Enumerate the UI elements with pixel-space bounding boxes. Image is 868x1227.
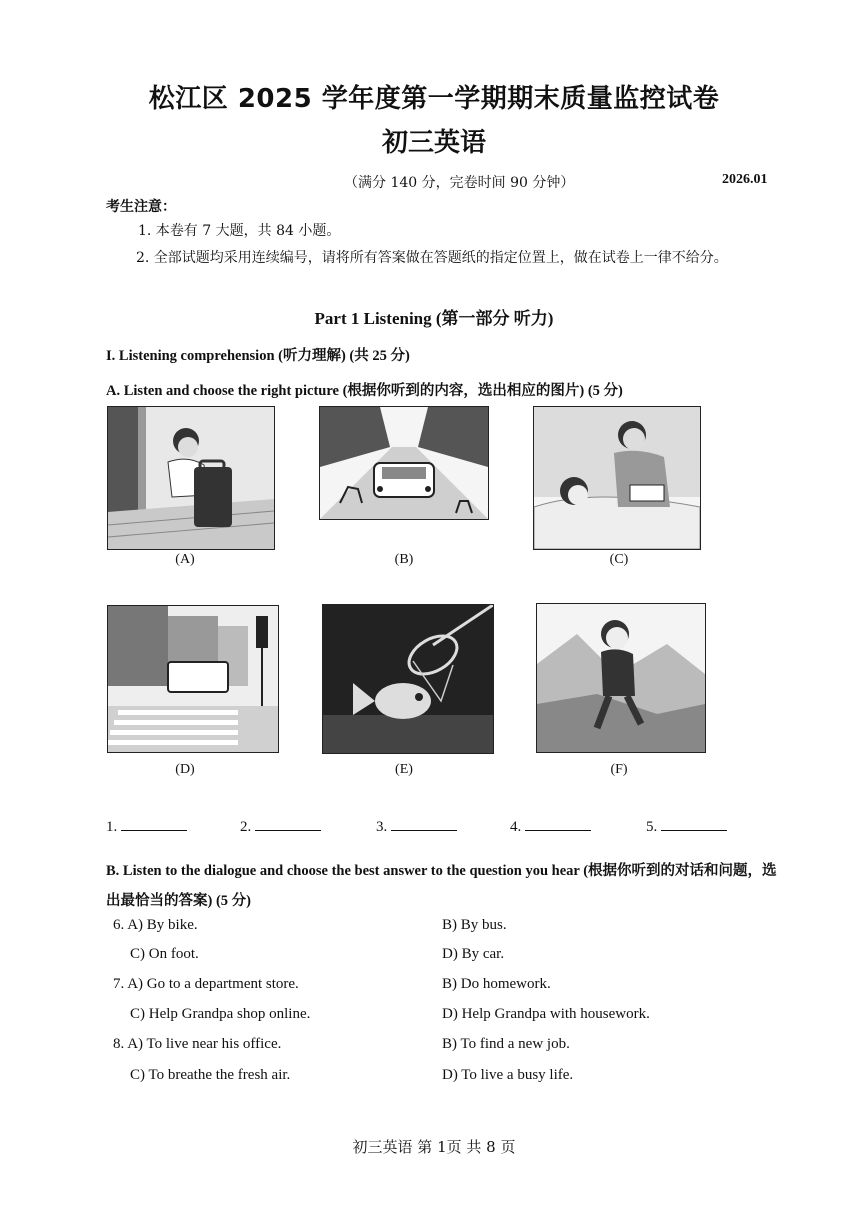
option-text: A) To live near his office.: [127, 1036, 282, 1052]
question-6-option-c: C) On foot.: [130, 946, 199, 962]
notice-item-1: 1. 本卷有 7 大题，共 84 小题。: [138, 223, 341, 239]
answer-blank-5[interactable]: [646, 816, 727, 836]
question-8-option-d: D) To live a busy life.: [442, 1067, 574, 1083]
boy-hiking-icon: [536, 603, 706, 753]
notice-title: 考生注意：: [106, 199, 176, 215]
question-number: 6.: [113, 917, 125, 933]
question-number: 8.: [113, 1036, 125, 1052]
answer-blank-2[interactable]: [240, 816, 321, 836]
score-time: （满分 140 分，完卷时间 90 分钟）: [344, 175, 575, 191]
fish-and-net-icon: [322, 604, 494, 754]
question-7-option-c: C) Help Grandpa shop online.: [130, 1006, 311, 1022]
question-number: 7.: [113, 976, 125, 992]
answer-blank-number: 1.: [106, 819, 118, 835]
street-crossing-icon: [107, 605, 279, 753]
answer-blank-number: 5.: [646, 819, 658, 835]
option-text: A) Go to a department store.: [127, 976, 299, 992]
picture-label-d: (D): [175, 762, 195, 777]
answer-blank-number: 3.: [376, 819, 388, 835]
question-8-option-c: C) To breathe the fresh air.: [130, 1067, 291, 1083]
answer-blank-4[interactable]: [510, 816, 591, 836]
question-7-option-b: B) Do homework.: [442, 976, 551, 992]
answer-blank-number: 4.: [510, 819, 522, 835]
part1-title: Part 1 Listening (第一部分 听力): [314, 309, 554, 328]
question-6-option-b: B) By bus.: [442, 917, 507, 933]
answer-blank-1[interactable]: [106, 816, 187, 836]
answer-blank-3[interactable]: [376, 816, 457, 836]
question-8-option-a: [113, 1036, 281, 1053]
father-reading-to-child-icon: [533, 406, 701, 550]
question-7-option-a: [113, 976, 299, 993]
section-a-title: A. Listen and choose the right picture (根据你听到的内容，选出相应的图片) (5 分): [106, 383, 623, 399]
question-6-option-d: D) By car.: [442, 946, 505, 962]
question-8-option-b: B) To find a new job.: [442, 1036, 570, 1052]
picture-label-e: (E): [395, 762, 413, 777]
section-b-title: B. Listen to the dialogue and choose the best answer to the question you hear (根据你听到的对话和问题，选出最恰当的答案) (5 分): [106, 863, 777, 909]
answer-blank-number: 2.: [240, 819, 252, 835]
picture-label-b: (B): [394, 552, 414, 567]
exam-subject: 初三英语: [381, 128, 486, 158]
picture-label-f: (F): [610, 762, 628, 777]
notice-item-2: 2. 全部试题均采用连续编号，请将所有答案做在答题纸的指定位置上，做在试卷上一律不给分。: [136, 250, 728, 266]
question-7-option-d: D) Help Grandpa with housework.: [442, 1006, 650, 1022]
picture-label-a: (A): [175, 552, 195, 567]
exam-title: 松江区 2025 学年度第一学期期末质量监控试卷: [148, 84, 720, 114]
section-1-title: I. Listening comprehension (听力理解) (共 25 分): [106, 348, 410, 364]
boy-with-suitcase-icon: [107, 406, 275, 550]
exam-date: 2026.01: [722, 172, 768, 187]
car-with-deer-icon: [319, 406, 489, 520]
page-footer: 初三英语 第 1页 共 8 页: [352, 1138, 516, 1156]
option-text: A) By bike.: [127, 917, 198, 933]
picture-label-c: (C): [609, 552, 629, 567]
question-6-option-a: [113, 917, 198, 934]
